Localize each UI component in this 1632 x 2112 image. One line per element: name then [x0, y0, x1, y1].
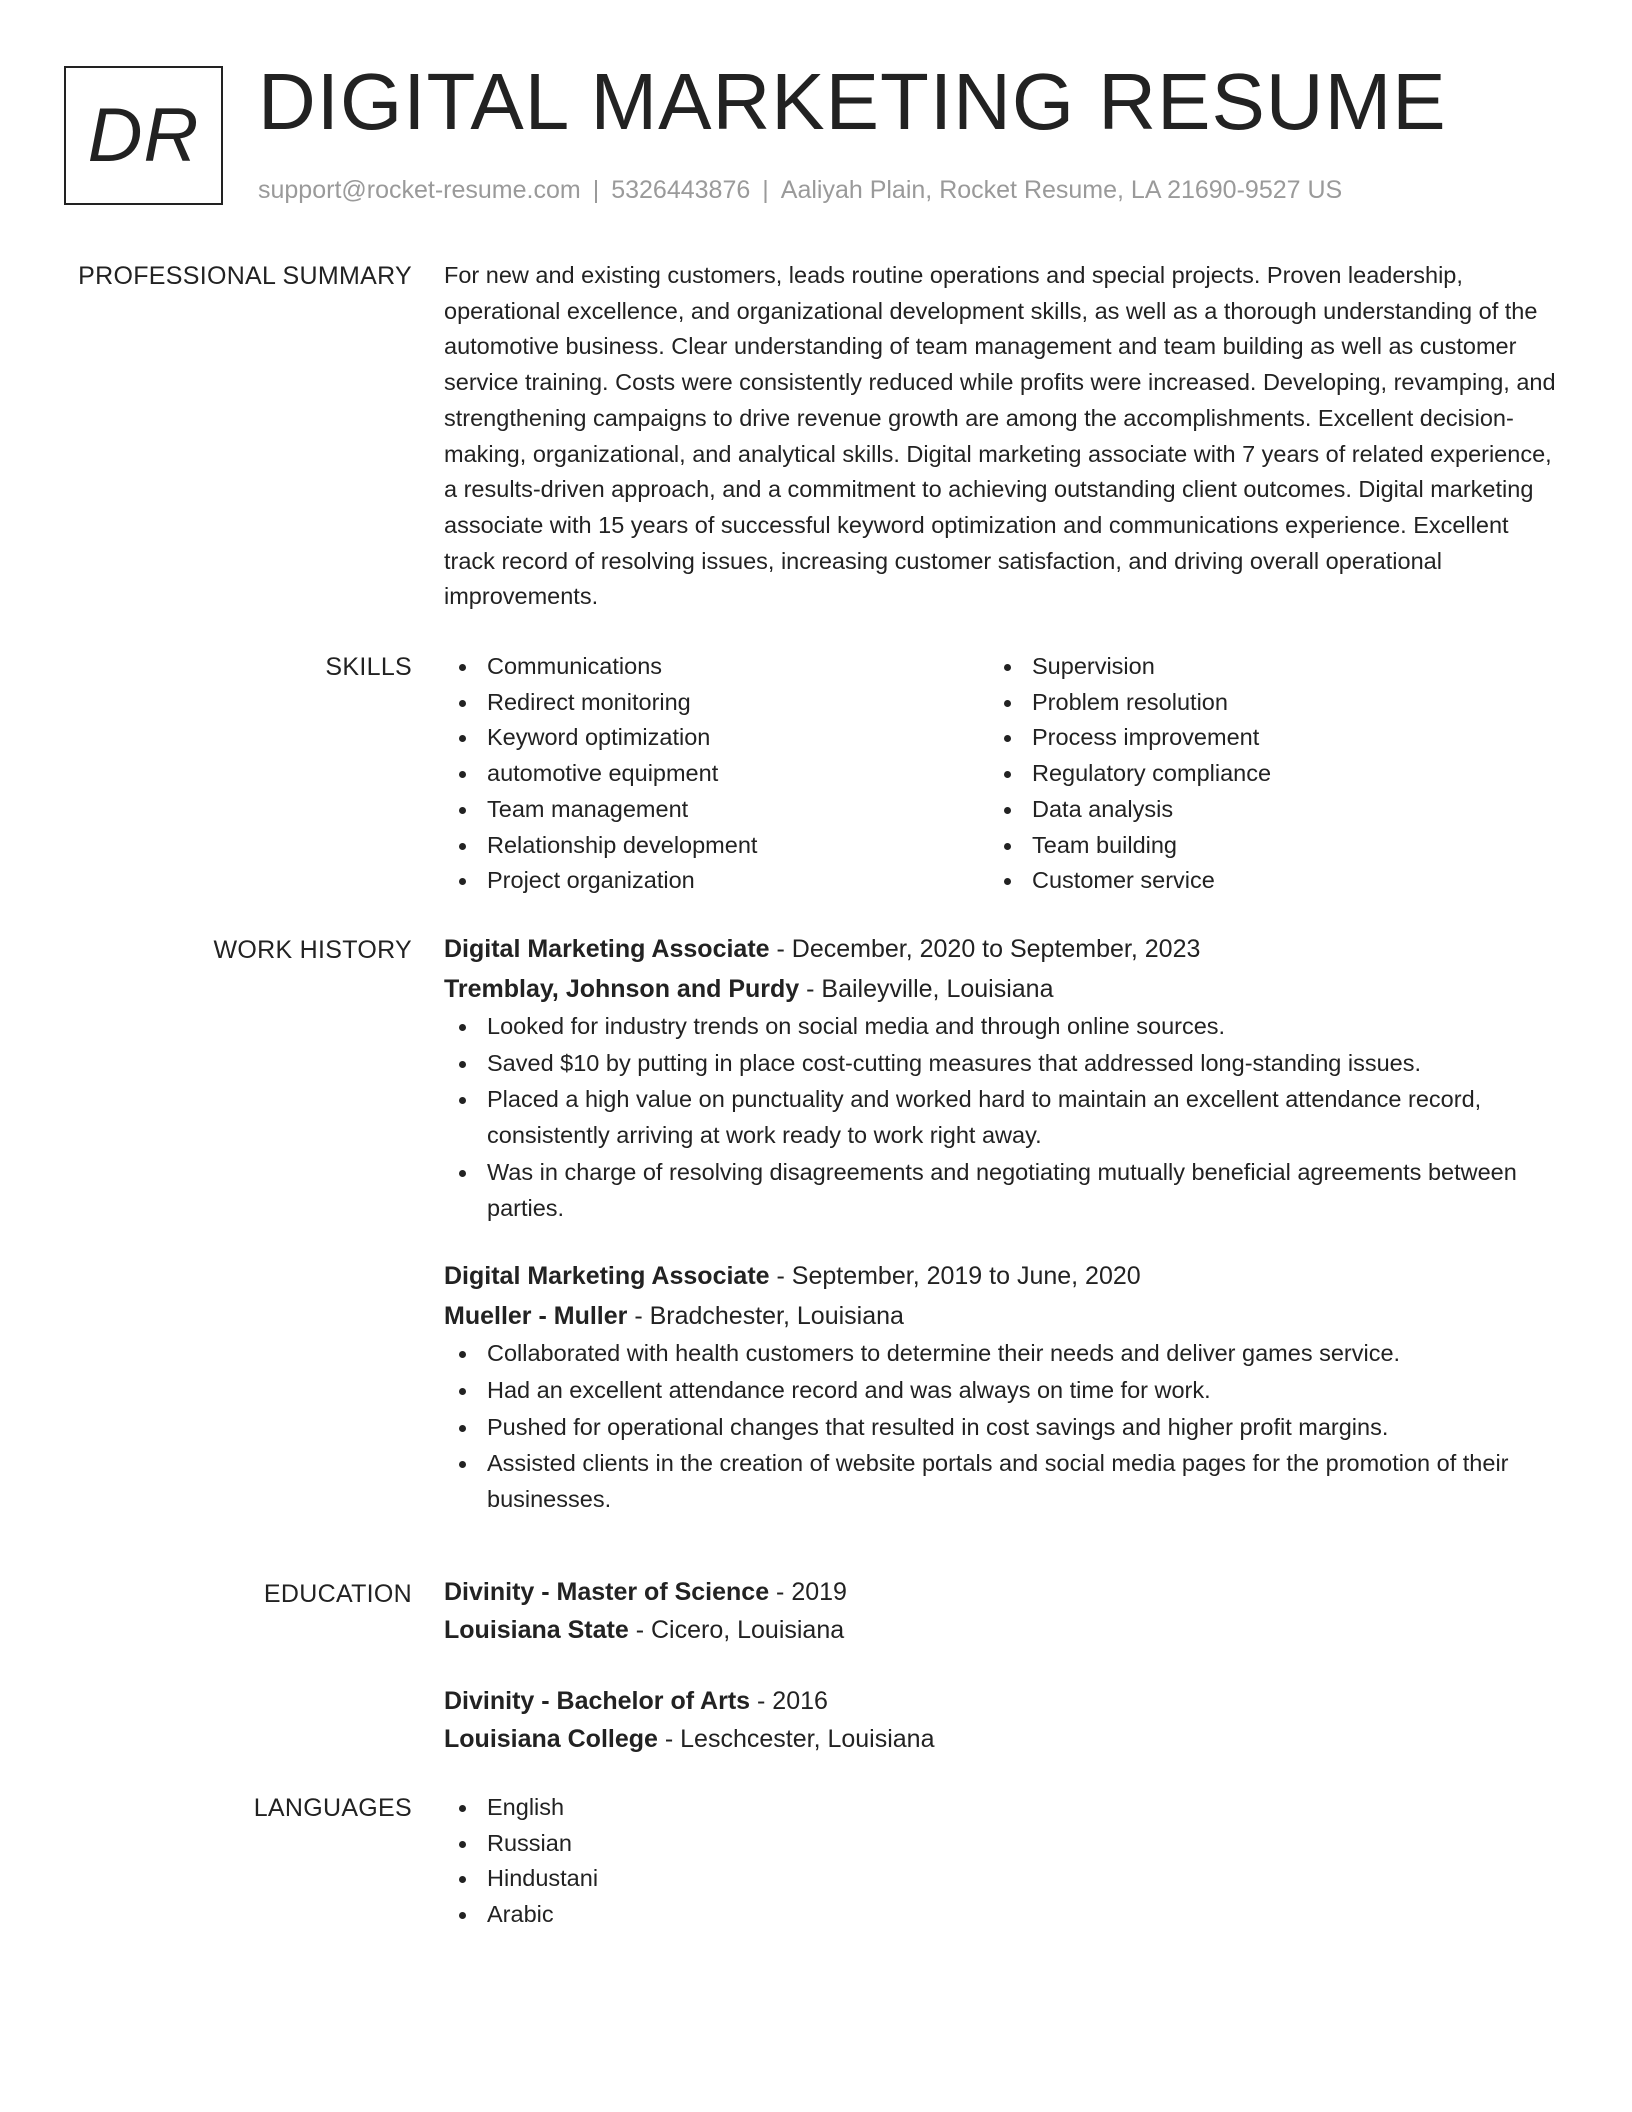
job-bullet-list: [444, 1009, 1564, 1226]
education-degree-line: [444, 1682, 1564, 1720]
job-entry: [444, 1256, 1564, 1518]
job-bullet: Assisted clients in the creation of website portals and social media pages for the promotion of their businesses.: [444, 1446, 1564, 1517]
job-bullet: Saved $10 by putting in place cost-cutting measures that addressed long-standing issues.: [444, 1046, 1564, 1082]
skill-item: Team management: [444, 792, 989, 828]
job-location: - Bradchester, Louisiana: [627, 1302, 904, 1331]
skill-item: Redirect monitoring: [444, 685, 989, 721]
skills-list-left: [444, 649, 989, 899]
contact-separator: |: [592, 176, 600, 204]
job-title: Digital Marketing Associate: [444, 935, 770, 963]
job-dates: - September, 2019 to June, 2020: [769, 1262, 1141, 1291]
job-bullet-list: [444, 1336, 1564, 1518]
section-label-education: EDUCATION: [263, 1580, 412, 1608]
job-entry: [444, 929, 1564, 1226]
education-degree-line: [444, 1573, 1564, 1611]
skill-item: Data analysis: [989, 792, 1534, 828]
contact-email[interactable]: support@rocket-resume.com: [258, 176, 581, 204]
job-company-line: [444, 969, 1564, 1009]
section-label-languages: LANGUAGES: [253, 1794, 412, 1822]
skill-item: Team building: [989, 828, 1534, 864]
language-item: English: [444, 1790, 1564, 1826]
job-company: Mueller - Muller: [444, 1302, 628, 1331]
language-item: Hindustani: [444, 1861, 1564, 1897]
languages-list: [444, 1790, 1564, 1933]
skill-item: Problem resolution: [989, 685, 1534, 721]
skills-grid: [444, 649, 1564, 899]
education-year: - 2016: [750, 1687, 828, 1715]
contact-address: Aaliyah Plain, Rocket Resume, LA 21690-9527 US: [780, 176, 1343, 204]
skill-item: Regulatory compliance: [989, 756, 1534, 792]
skill-item: Relationship development: [444, 828, 989, 864]
skill-item: Project organization: [444, 863, 989, 899]
job-bullet: Had an excellent attendance record and was always on time for work.: [444, 1373, 1564, 1409]
education-school: Louisiana State: [444, 1616, 629, 1644]
job-heading: [444, 1256, 1564, 1296]
contact-line: [258, 174, 1342, 206]
summary-text: For new and existing customers, leads routine operations and special projects. Proven leadership, operational excellence, and organizational development skills, as well as a thorough understanding of the automotive business. Clear understanding of team management and team building as well as customer service training. Costs were consistently reduced while profits were increased. Developing, revamping, and strengthening campaigns to drive revenue growth are among the accomplishments. Excellent decision-making, organizational, and analytical skills. Digital marketing associate with 7 years of related experience, a results-driven approach, and a commitment to achieving outstanding client outcomes. Digital marketing associate with 15 years of successful keyword optimization and communications experience. Excellent track record of resolving issues, increasing customer satisfaction, and driving overall operational improvements.: [444, 262, 1556, 610]
resume-title: DIGITAL MARKETING RESUME: [258, 57, 1447, 146]
education-degree: Divinity - Master of Science: [444, 1578, 770, 1606]
skill-item: Supervision: [989, 649, 1534, 685]
job-bullet: Looked for industry trends on social media and through online sources.: [444, 1009, 1564, 1045]
language-item: Russian: [444, 1826, 1564, 1862]
skill-item: Process improvement: [989, 720, 1534, 756]
languages-body: [444, 1790, 1564, 1933]
education-school-line: [444, 1720, 1564, 1758]
job-heading: [444, 929, 1564, 969]
education-entry: [444, 1573, 1564, 1649]
education-year: - 2019: [769, 1578, 847, 1606]
section-label-summary: PROFESSIONAL SUMMARY: [78, 262, 412, 290]
summary-body: [444, 258, 1564, 615]
skills-list-right: [989, 649, 1534, 899]
section-label-work: WORK HISTORY: [213, 936, 412, 964]
skill-item: Customer service: [989, 863, 1534, 899]
education-location: - Cicero, Louisiana: [628, 1616, 845, 1644]
section-label-skills: SKILLS: [325, 653, 412, 681]
job-company-line: [444, 1296, 1564, 1336]
contact-phone[interactable]: 5326443876: [611, 176, 751, 204]
skill-item: Keyword optimization: [444, 720, 989, 756]
skill-item: Communications: [444, 649, 989, 685]
education-body: [444, 1573, 1564, 1758]
skills-body: [444, 649, 1564, 899]
job-bullet: Collaborated with health customers to determine their needs and deliver games service.: [444, 1336, 1564, 1372]
education-entry: [444, 1682, 1564, 1758]
work-body: [444, 932, 1564, 1519]
job-bullet: Placed a high value on punctuality and worked hard to maintain an excellent attendance record, consistently arriving at work ready to work right away.: [444, 1082, 1564, 1153]
skill-item: automotive equipment: [444, 756, 989, 792]
education-school-line: [444, 1611, 1564, 1649]
education-degree: Divinity - Bachelor of Arts: [444, 1687, 751, 1715]
monogram-badge: DR: [64, 66, 223, 205]
job-dates: - December, 2020 to September, 2023: [769, 935, 1201, 963]
job-bullet: Pushed for operational changes that resulted in cost savings and higher profit margins.: [444, 1410, 1564, 1446]
contact-separator: |: [762, 176, 769, 204]
education-location: - Leschcester, Louisiana: [657, 1725, 935, 1753]
education-school: Louisiana College: [444, 1725, 658, 1753]
job-bullet: Was in charge of resolving disagreements and negotiating mutually beneficial agreements between parties.: [444, 1155, 1564, 1226]
job-title: Digital Marketing Associate: [444, 1262, 770, 1291]
language-item: Arabic: [444, 1897, 1564, 1933]
job-company: Tremblay, Johnson and Purdy: [444, 975, 800, 1003]
job-location: - Baileyville, Louisiana: [799, 975, 1054, 1003]
